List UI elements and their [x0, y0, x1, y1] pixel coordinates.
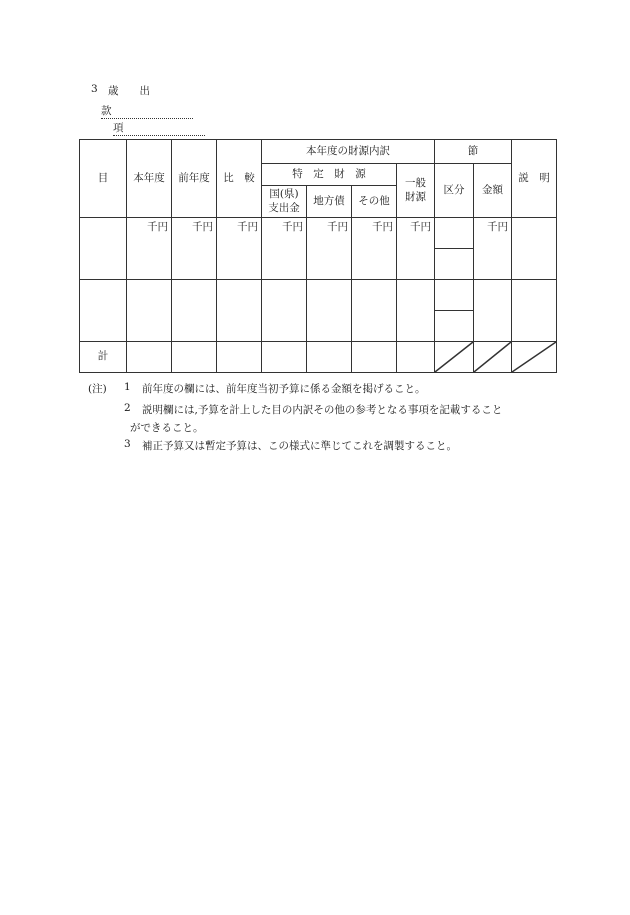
budget-table — [79, 139, 557, 373]
header-funding-breakdown: 本年度の財源内訳 — [262, 140, 435, 164]
unit-label: 千円 — [127, 218, 172, 280]
section-number: 3 — [91, 83, 98, 95]
total-label: 計 — [80, 342, 127, 373]
total-national-prefectural — [262, 342, 307, 373]
cell-category — [435, 249, 474, 280]
kou-row — [113, 120, 205, 136]
total-local-bond — [307, 342, 352, 373]
cell-local-bond — [307, 280, 352, 342]
header-local-bond: 地方債 — [307, 186, 352, 218]
cell-current-year — [127, 280, 172, 342]
cell-amount — [474, 280, 512, 342]
header-comparison: 比 較 — [217, 140, 262, 218]
kou-label: 項 — [113, 120, 205, 136]
header-other: その他 — [352, 186, 397, 218]
cell-moku — [80, 218, 127, 280]
header-specific-funding: 特 定 財 源 — [262, 164, 397, 186]
cell-previous-year — [172, 280, 217, 342]
total-current-year — [127, 342, 172, 373]
cell-category — [435, 311, 474, 342]
total-other — [352, 342, 397, 373]
total-previous-year — [172, 342, 217, 373]
note-number: 3 — [124, 438, 131, 450]
notes-prefix: (注) — [88, 383, 107, 395]
total-comparison — [217, 342, 262, 373]
cell-national-prefectural — [262, 280, 307, 342]
cell-other — [352, 280, 397, 342]
note-text: 前年度の欄には、前年度当初予算に係る金額を掲げること。 — [142, 383, 426, 395]
header-explanation: 説 明 — [512, 140, 557, 218]
note-number: 2 — [124, 402, 131, 414]
unit-label: 千円 — [307, 218, 352, 280]
diagonal-slash — [512, 342, 556, 372]
header-general-funding: 一般財源 — [397, 164, 435, 218]
header-amount: 金額 — [474, 164, 512, 218]
section-title: 歳 出 — [108, 85, 150, 97]
note-number: 1 — [124, 381, 131, 393]
total-category-slashed — [435, 342, 474, 373]
unit-label: 千円 — [397, 218, 435, 280]
note-text: 説明欄には,予算を計上した目の内訳その他の参考となる事項を記載すること — [142, 404, 503, 416]
total-general-funding — [397, 342, 435, 373]
unit-label: 千円 — [217, 218, 262, 280]
cell-general-funding — [397, 280, 435, 342]
unit-label: 千円 — [474, 218, 512, 280]
header-national-prefectural: 国(県)支出金 — [262, 186, 307, 218]
header-moku: 目 — [80, 140, 127, 218]
total-explanation-slashed — [512, 342, 557, 373]
unit-label: 千円 — [352, 218, 397, 280]
diagonal-slash — [435, 342, 473, 372]
cell-moku — [80, 280, 127, 342]
unit-label: 千円 — [262, 218, 307, 280]
note-continuation: ができること。 — [130, 422, 204, 434]
header-category: 区分 — [435, 164, 474, 218]
note-text: 補正予算又は暫定予算は、この様式に準じてこれを調製すること。 — [142, 440, 457, 452]
header-previous-year: 前年度 — [172, 140, 217, 218]
unit-label: 千円 — [172, 218, 217, 280]
header-setsu: 節 — [435, 140, 512, 164]
header-current-year: 本年度 — [127, 140, 172, 218]
kan-row — [101, 103, 193, 119]
total-amount-slashed — [474, 342, 512, 373]
kan-label: 款 — [101, 103, 193, 119]
cell-comparison — [217, 280, 262, 342]
cell-category — [435, 218, 474, 249]
cell-explanation — [512, 280, 557, 342]
cell-category — [435, 280, 474, 311]
cell-explanation — [512, 218, 557, 280]
diagonal-slash — [474, 342, 511, 372]
